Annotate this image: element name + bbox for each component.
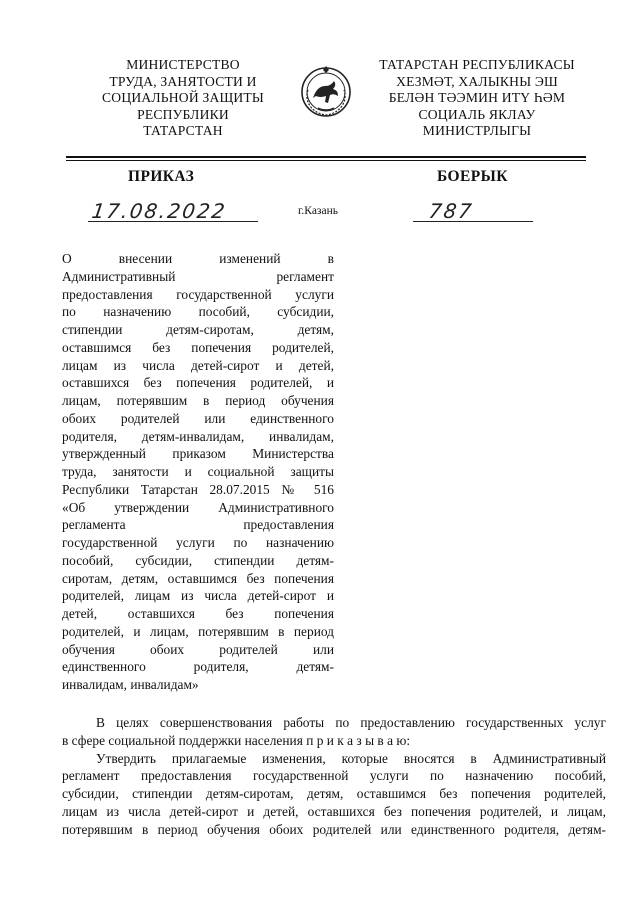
header-right-line: СОЦИАЛЬ ЯКЛАУ xyxy=(418,106,536,122)
header-left-line: РЕСПУБЛИКИ xyxy=(137,106,229,122)
subject-line: детей, оставшихся без попечения xyxy=(62,606,334,621)
subject-line: государственной услуги по назначению xyxy=(62,535,334,550)
header-divider-thin xyxy=(66,160,586,161)
subject-line: предоставления государственной услуги xyxy=(62,286,334,302)
body-paragraph-2-line: Утвердить прилагаемые изменения, которые вносятся в Административный xyxy=(96,750,606,766)
order-number-field xyxy=(413,201,533,222)
body-paragraph-2-line: субсидии, стипендии детям-сиротам, детям, оставшимся без попечения родителей, xyxy=(62,786,606,802)
order-number-handwritten: 787 xyxy=(427,199,475,223)
body-paragraph-2-line: регламент предоставления государственной услуги по назначению пособий, xyxy=(62,768,606,784)
subject-line: по назначению пособий, субсидии, xyxy=(62,304,334,320)
body-paragraph-1-line: В целях совершенствования работы по предоставлению государственных услуг xyxy=(96,715,606,730)
subject-line: труда, занятости и социальной защиты xyxy=(62,464,334,479)
header-right-line: МИНИСТРЛЫГЫ xyxy=(422,123,532,139)
subject-line: обоих родителей или единственного xyxy=(62,410,334,426)
header-right-line: БЕЛӘН ТӘЭМИН ИТҮ ҺӘМ xyxy=(388,90,566,106)
body-paragraph-2-line: потерявшим в период обучения обоих родителей или единственного родителя, детям- xyxy=(62,821,606,837)
subject-line: лицам из числа детей-сирот и детей, xyxy=(62,357,334,373)
body-paragraph-1-line: в сфере социальной поддержки населения п р и к а з ы в а ю: xyxy=(62,732,411,748)
coat-of-arms-icon xyxy=(300,62,352,120)
subject-line: Административный регламент xyxy=(62,268,334,284)
subject-line: обучения обоих родителей или xyxy=(62,641,334,657)
subject-line: пособий, субсидии, стипендии детям- xyxy=(62,552,334,568)
subject-line: родителя, детям-инвалидам, инвалидам, xyxy=(62,428,334,444)
subject-line: родителей, лицам из числа детей-сирот и xyxy=(62,588,334,604)
header-right-line: ТАТАРСТАН РЕСПУБЛИКАСЫ xyxy=(379,57,575,72)
ministry-name-russian xyxy=(78,57,288,140)
header-divider-thick xyxy=(66,156,586,158)
subject-line: оставшимся без попечения родителей, xyxy=(62,339,334,355)
order-body xyxy=(62,714,606,839)
order-city: г.Казань xyxy=(298,205,338,217)
ministry-name-tatar xyxy=(364,57,590,140)
header-left-line: МИНИСТЕРСТВО xyxy=(126,57,240,72)
subject-line: сиротам, детям, оставшимся без попечения xyxy=(62,570,334,586)
subject-line: утвержденный приказом Министерства xyxy=(62,446,334,462)
body-paragraph-2-line: лицам из числа детей-сирот и детей, оставшихся без попечения родителей, и лицам, xyxy=(62,803,606,819)
subject-line: «Об утверждении Административного xyxy=(62,499,334,515)
subject-line: регламента предоставления xyxy=(62,517,334,533)
header-left-line: ТАТАРСТАН xyxy=(143,123,223,139)
order-subject xyxy=(62,250,334,694)
subject-line: оставшихся без попечения родителей, и xyxy=(62,375,334,391)
subject-line: О внесении изменений в xyxy=(62,251,334,266)
subject-line: стипендии детям-сиротам, детям, xyxy=(62,322,334,337)
subject-line: Республики Татарстан 28.07.2015 № 516 xyxy=(62,481,334,497)
subject-line: родителей, и лицам, потерявшим в период xyxy=(62,623,334,639)
header-left-line: ТРУДА, ЗАНЯТОСТИ И xyxy=(109,73,257,89)
subject-line: лицам, потерявшим в период обучения xyxy=(62,393,334,408)
order-date-field xyxy=(88,201,258,222)
header-right-line: ХЕЗМӘТ, ХАЛЫКНЫ ЭШ xyxy=(396,73,558,89)
order-date-handwritten: 17.08.2022 xyxy=(90,199,229,223)
order-title-russian: ПРИКАЗ xyxy=(128,168,195,185)
subject-line: инвалидам, инвалидам» xyxy=(62,677,199,692)
header-left-line: СОЦИАЛЬНОЙ ЗАЩИТЫ xyxy=(102,90,264,106)
subject-line: единственного родителя, детям- xyxy=(62,659,334,675)
order-title-tatar: БОЕРЫК xyxy=(437,168,508,185)
